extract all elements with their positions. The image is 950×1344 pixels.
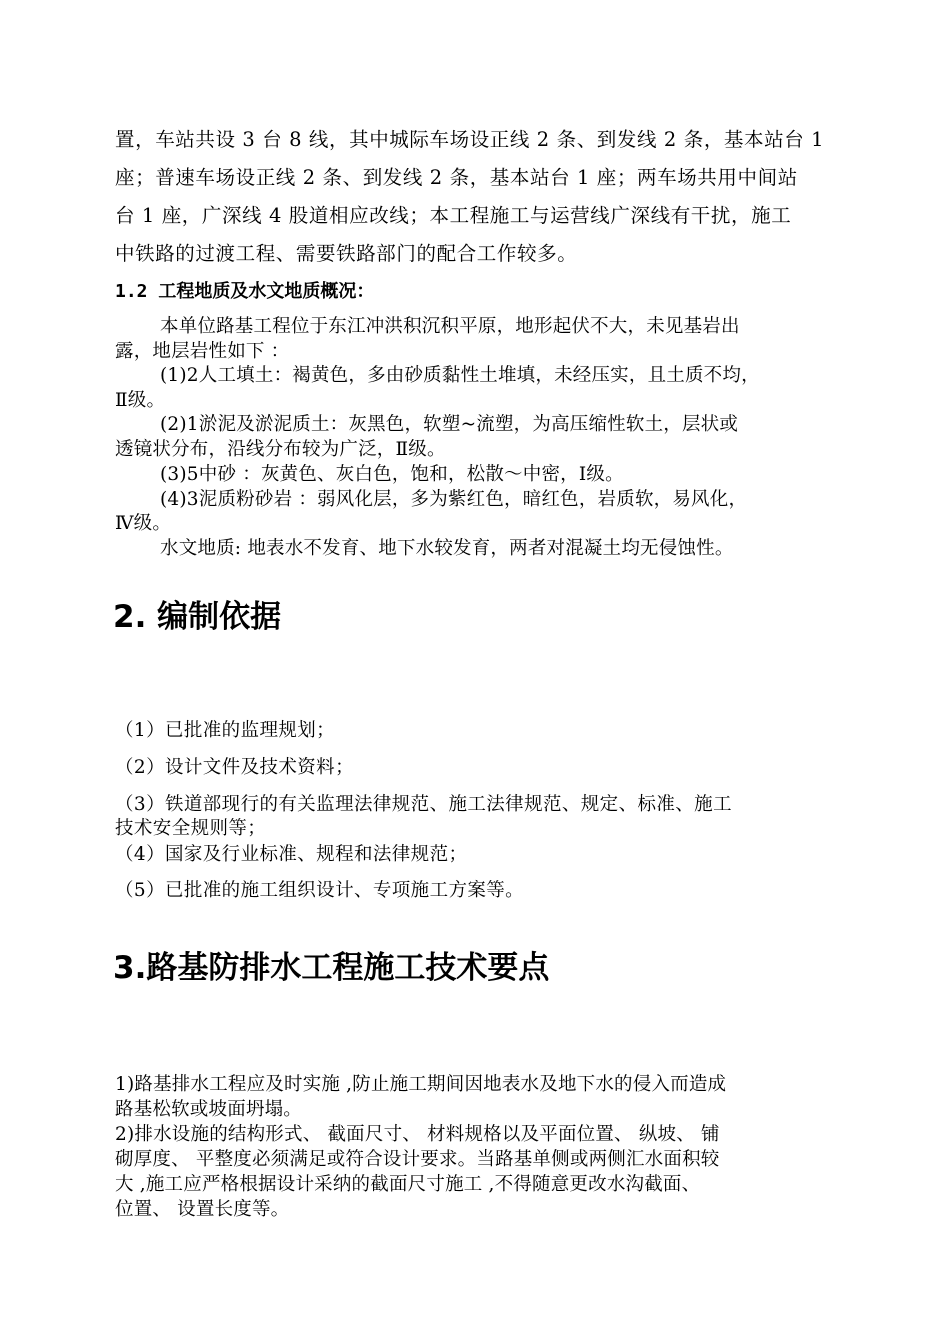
geology-line: (2)1淤泥及淤泥质土：灰黑色，软塑~流塑，为高压缩性软土，层状或 bbox=[160, 414, 739, 435]
geology-line: (1)2人工填土：褐黄色，多由砂质黏性土堆填，未经压实，且土质不均， bbox=[160, 365, 760, 386]
section-3-heading: 3.路基防排水工程施工技术要点 bbox=[113, 950, 550, 986]
drainage-line: 砌厚度、 平整度必须满足或符合设计要求。当路基单侧或两侧汇水面积较 bbox=[115, 1149, 720, 1170]
geology-line: 水文地质: 地表水不发育、地下水较发育，两者对混凝土均无侵蚀性。 bbox=[160, 538, 734, 559]
intro-line: 座；普速车场设正线 2 条、到发线 2 条，基本站台 1 座；两车场共用中间站 bbox=[115, 166, 798, 189]
basis-item: （4）国家及行业标准、规程和法律规范； bbox=[115, 844, 468, 865]
geology-line: Ⅳ级。 bbox=[115, 513, 172, 534]
drainage-line: 1)路基排水工程应及时实施 ,防止施工期间因地表水及地下水的侵入而造成 bbox=[115, 1074, 727, 1095]
geology-line: (4)3泥质粉砂岩 ：弱风化层，多为紫红色，暗红色，岩质软，易风化， bbox=[160, 489, 748, 510]
drainage-line: 大 ,施工应严格根据设计采纳的截面尺寸施工 ,不得随意更改水沟截面、 bbox=[115, 1174, 701, 1195]
basis-item: （2）设计文件及技术资料； bbox=[115, 757, 354, 778]
intro-line: 台 1 座，广深线 4 股道相应改线；本工程施工与运营线广深线有干扰，施工 bbox=[115, 204, 792, 227]
basis-item: 技术安全规则等； bbox=[115, 818, 267, 839]
basis-item: （1）已批准的监理规划； bbox=[115, 720, 336, 741]
drainage-line: 2)排水设施的结构形式、 截面尺寸、 材料规格以及平面位置、 纵坡、 铺 bbox=[115, 1124, 720, 1145]
geology-line: 本单位路基工程位于东江冲洪积沉积平原，地形起伏不大，未见基岩出 bbox=[160, 316, 740, 337]
intro-line: 中铁路的过渡工程、需要铁路部门的配合工作较多。 bbox=[115, 242, 578, 265]
drainage-line: 路基松软或坡面坍塌。 bbox=[115, 1099, 303, 1120]
basis-item: （3）铁道部现行的有关监理法律规范、施工法律规范、规定、标准、施工 bbox=[115, 794, 732, 815]
geology-line: Ⅱ级。 bbox=[115, 390, 166, 411]
section-2-heading: 2. 编制依据 bbox=[113, 599, 282, 635]
intro-line: 置，车站共设 3 台 8 线，其中城际车场设正线 2 条、到发线 2 条，基本站台 1 bbox=[115, 128, 825, 151]
geology-line: (3)5中砂 ：灰黄色、灰白色，饱和，松散～中密，Ⅰ级。 bbox=[160, 464, 624, 485]
geology-line: 透镜状分布，沿线分布较为广泛，Ⅱ级。 bbox=[115, 439, 446, 460]
section-1-2-heading: 1.2 工程地质及水文地质概况： bbox=[115, 281, 375, 302]
drainage-line: 位置、 设置长度等。 bbox=[115, 1199, 290, 1220]
basis-item: （5）已批准的施工组织设计、专项施工方案等。 bbox=[115, 880, 525, 901]
geology-line: 露，地层岩性如下 ： bbox=[115, 341, 290, 362]
